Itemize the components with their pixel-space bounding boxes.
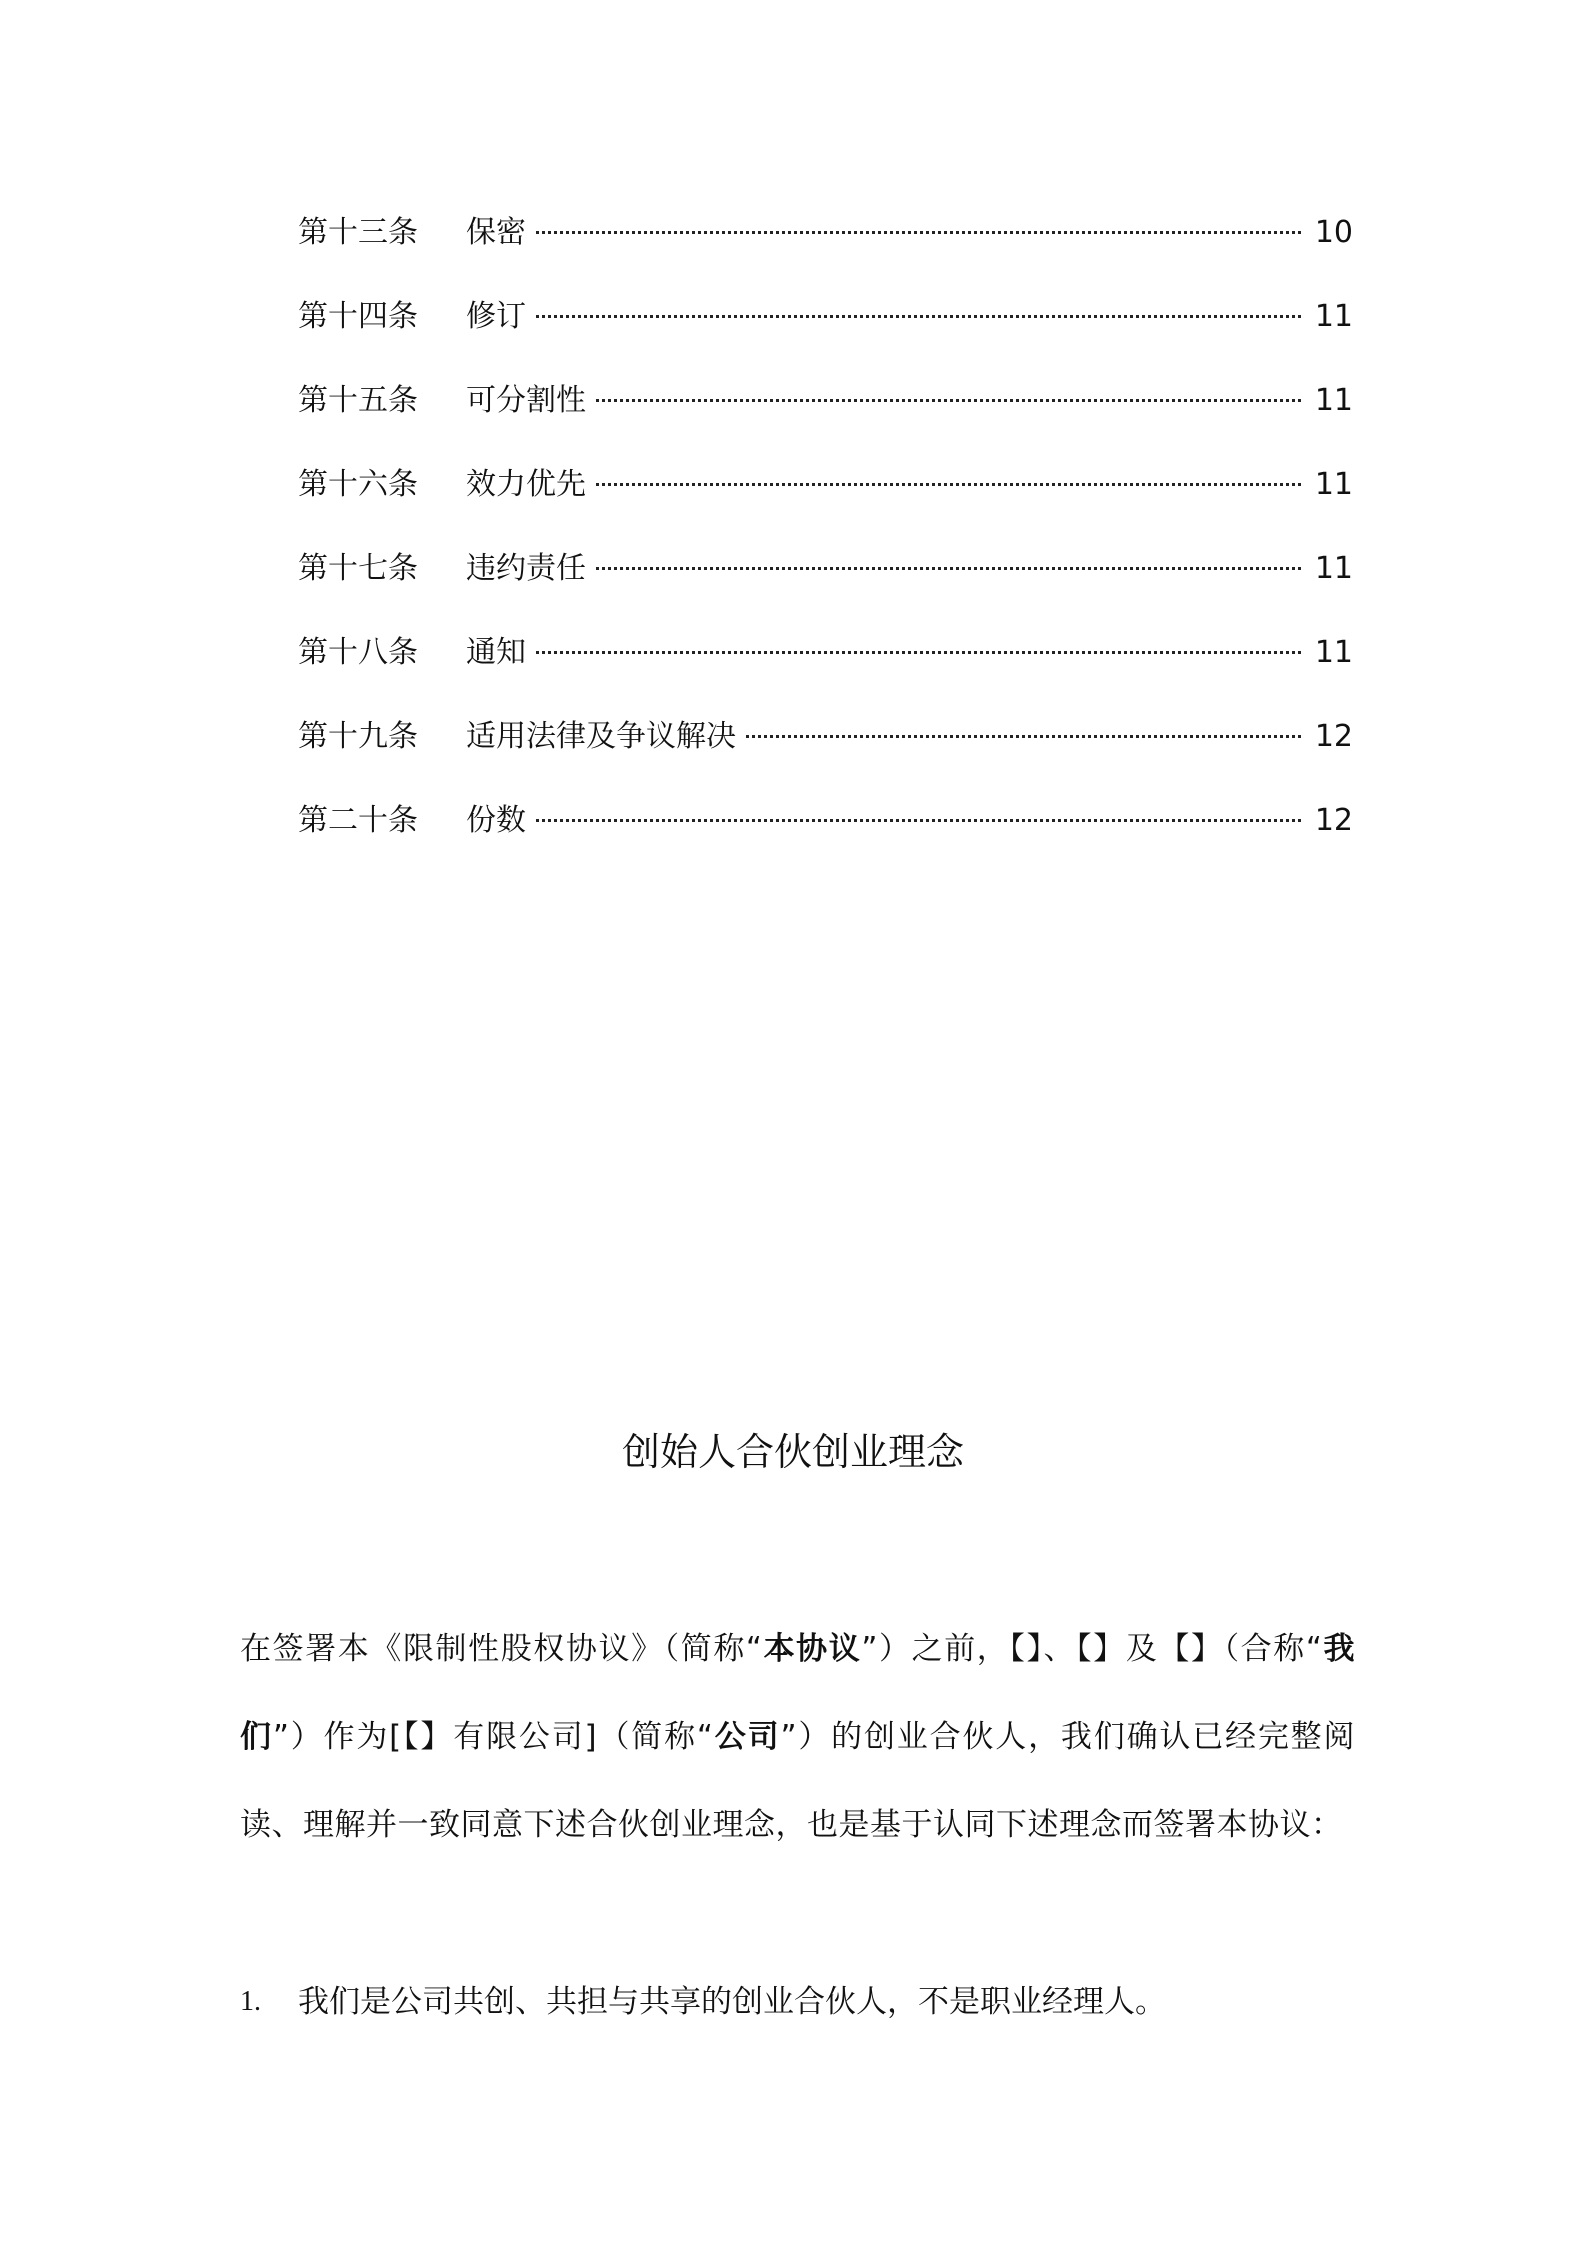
toc-entry-page: 11	[1314, 467, 1353, 502]
intro-text: ”）的创业合伙人，我们确认已经完整阅读、理解并一致同意下述合伙创业理念，也是基于认同下述理念而签署本协议：	[240, 1719, 1356, 1843]
toc-entry-title: 通知	[466, 635, 526, 670]
toc-entry-number: 第十五条	[298, 383, 418, 418]
list-item-number: 1.	[240, 1986, 261, 2017]
intro-term-company: 公司	[713, 1719, 781, 1755]
toc-entry[interactable]	[298, 376, 1353, 460]
toc-entry-page: 11	[1314, 299, 1353, 334]
toc-entry-title: 适用法律及争议解决	[466, 719, 736, 754]
toc-entry-title: 修订	[466, 299, 526, 334]
toc-dot-leader	[596, 399, 1301, 402]
toc-entry-title: 可分割性	[466, 383, 586, 418]
toc-dot-leader	[746, 735, 1301, 738]
toc-entry[interactable]	[298, 460, 1353, 544]
toc-entry-number: 第十六条	[298, 467, 418, 502]
toc-entry-number: 第十四条	[298, 299, 418, 334]
toc-entry-page: 11	[1314, 635, 1353, 670]
toc-entry-number: 第十八条	[298, 635, 418, 670]
intro-term-agreement: 本协议	[762, 1631, 862, 1667]
section-title: 创始人合伙创业理念	[621, 1430, 964, 1474]
toc-entry[interactable]	[298, 796, 1353, 880]
toc-entry-title: 效力优先	[466, 467, 586, 502]
toc-entry[interactable]	[298, 544, 1353, 628]
toc-entry-page: 12	[1314, 719, 1353, 754]
toc-entry-title: 份数	[466, 803, 526, 838]
toc-entry-number: 第十七条	[298, 551, 418, 586]
toc-entry[interactable]	[298, 208, 1353, 292]
list-item	[240, 1972, 1355, 2032]
toc-entry-number: 第十三条	[298, 215, 418, 250]
toc-entry-title: 保密	[466, 215, 526, 250]
toc-entry-page: 12	[1314, 803, 1353, 838]
toc-entry-page: 10	[1314, 215, 1353, 250]
toc-entry-number: 第十九条	[298, 719, 418, 754]
toc-dot-leader	[536, 819, 1301, 822]
list-item-text: 我们是公司共创、共担与共享的创业合伙人，不是职业经理人。	[298, 1984, 1166, 2020]
intro-text: ”）之前，【】、【】及【】（合称“	[861, 1631, 1323, 1667]
intro-paragraph	[240, 1605, 1355, 1869]
toc-dot-leader	[596, 483, 1301, 486]
toc-entry[interactable]	[298, 292, 1353, 376]
toc-dot-leader	[536, 231, 1301, 234]
intro-text: ”）作为[【】有限公司]（简称“	[272, 1719, 714, 1755]
toc-entry[interactable]	[298, 628, 1353, 712]
intro-text: 在签署本《限制性股权协议》（简称“	[240, 1631, 763, 1667]
toc-dot-leader	[536, 651, 1301, 654]
table-of-contents	[298, 208, 1353, 880]
toc-entry-page: 11	[1314, 551, 1353, 586]
toc-entry[interactable]	[298, 712, 1353, 796]
toc-entry-page: 11	[1314, 383, 1353, 418]
toc-dot-leader	[536, 315, 1301, 318]
toc-entry-title: 违约责任	[466, 551, 586, 586]
toc-dot-leader	[596, 567, 1301, 570]
toc-entry-number: 第二十条	[298, 803, 418, 838]
intro-term-we: 我们	[240, 1631, 1356, 1755]
